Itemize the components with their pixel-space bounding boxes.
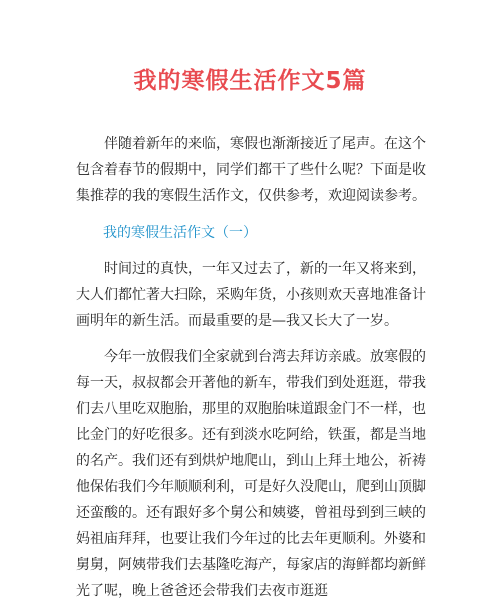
intro-paragraph: 伴随着新年的来临，寒假也渐渐接近了尾声。在这个包含着春节的假期中，同学们都干了些什么呢？下面是收集推荐的我的寒假生活作文，仅供参考，欢迎阅读参考。 — [76, 136, 426, 204]
document-title: 我的寒假生活作文5篇 — [133, 68, 367, 94]
body-paragraph-2: 今年一放假我们全家就到台湾去拜访亲戚。放寒假的每一天，叔叔都会开著他的新车，带我们到处逛逛，带我们去八里吃双胞胎，那里的双胞胎味道跟金门不一样，也比金门的好吃很多。还有到淡水吃阿给，铁蛋，都是当地的名产。我们还有到烘炉地爬山，到山上拜土地公，祈祷他保佑我们今年顺顺利利，可是好久没爬山，爬到山顶脚还蛮酸的。还有跟好多个舅公和姨婆，曾祖母到到三峡的妈祖庙拜拜，也要让我们今年过的比去年更顺利。外婆和舅舅，阿姨带我们去基隆吃海产，每家店的海鲜都均新鲜光了呢，晚上爸爸还会带我们去夜市逛逛 — [76, 349, 426, 599]
body-paragraph-1: 时间过的真快，一年又过去了，新的一年又将来到，大人们都忙著大扫除，采购年货，小孩则欢天喜地准备计画明年的新生活。而最重要的是—我又长大了一岁。 — [76, 261, 426, 329]
section-heading: 我的寒假生活作文（一） — [103, 225, 257, 241]
